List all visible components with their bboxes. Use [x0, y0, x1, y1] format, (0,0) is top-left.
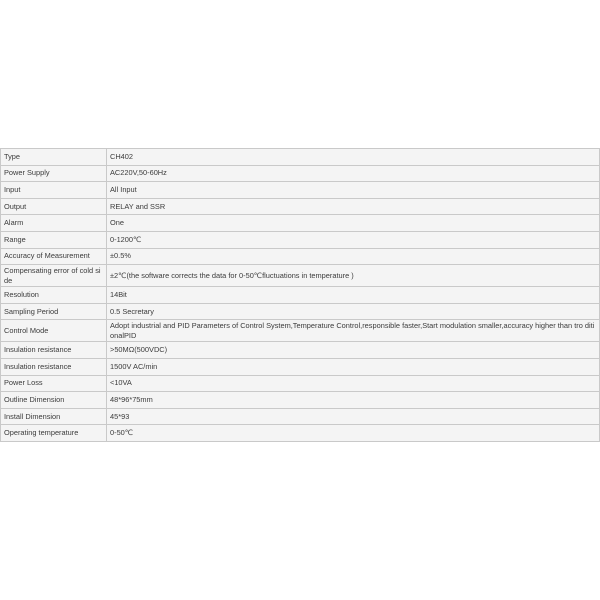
table-row: [1, 287, 600, 304]
row-label: Control Mode: [1, 320, 107, 342]
row-label: Operating temperature: [1, 425, 107, 442]
table-row: [1, 320, 600, 342]
table-row: [1, 198, 600, 215]
row-label: Input: [1, 182, 107, 199]
table-row: [1, 303, 600, 320]
table-row: [1, 182, 600, 199]
row-label: Sampling Period: [1, 303, 107, 320]
row-value: 0.5 Secretary: [107, 303, 600, 320]
table-row: [1, 265, 600, 287]
row-label: Type: [1, 149, 107, 166]
table-row: [1, 149, 600, 166]
table-row: [1, 392, 600, 409]
row-value: <10VA: [107, 375, 600, 392]
row-label: Resolution: [1, 287, 107, 304]
table-row: [1, 425, 600, 442]
row-value: One: [107, 215, 600, 232]
row-value: 14Bit: [107, 287, 600, 304]
row-value: AC220V,50-60Hz: [107, 165, 600, 182]
table-row: [1, 231, 600, 248]
row-value: 1500V AC/min: [107, 358, 600, 375]
spec-table-body: [1, 149, 600, 442]
row-label: Compensating error of cold si de: [1, 265, 107, 287]
row-value: Adopt industrial and PID Parameters of Control System,Temperature Control,responsible faster,Start modulation smaller,accuracy higher than tro ditionalPID: [107, 320, 600, 342]
table-row: [1, 165, 600, 182]
row-value: RELAY and SSR: [107, 198, 600, 215]
row-label: Range: [1, 231, 107, 248]
row-label: Power Supply: [1, 165, 107, 182]
row-label: Alarm: [1, 215, 107, 232]
row-value: ±2℃(the software corrects the data for 0-50℃fluctuations in temperature ): [107, 265, 600, 287]
table-row: [1, 358, 600, 375]
row-value: CH402: [107, 149, 600, 166]
row-value: All Input: [107, 182, 600, 199]
spec-table: [0, 148, 600, 442]
table-row: [1, 408, 600, 425]
row-label: Install Dimension: [1, 408, 107, 425]
row-label: Output: [1, 198, 107, 215]
row-value: 0-50℃: [107, 425, 600, 442]
row-value: >50MΩ(500VDC): [107, 342, 600, 359]
row-value: 45*93: [107, 408, 600, 425]
row-label: Outline Dimension: [1, 392, 107, 409]
row-value: ±0.5%: [107, 248, 600, 265]
row-label: Power Loss: [1, 375, 107, 392]
table-row: [1, 248, 600, 265]
table-row: [1, 342, 600, 359]
row-value: 48*96*75mm: [107, 392, 600, 409]
table-row: [1, 375, 600, 392]
row-label: Insulation resistance: [1, 342, 107, 359]
row-label: Accuracy of Measurement: [1, 248, 107, 265]
row-label: Insulation resistance: [1, 358, 107, 375]
row-value: 0-1200℃: [107, 231, 600, 248]
table-row: [1, 215, 600, 232]
